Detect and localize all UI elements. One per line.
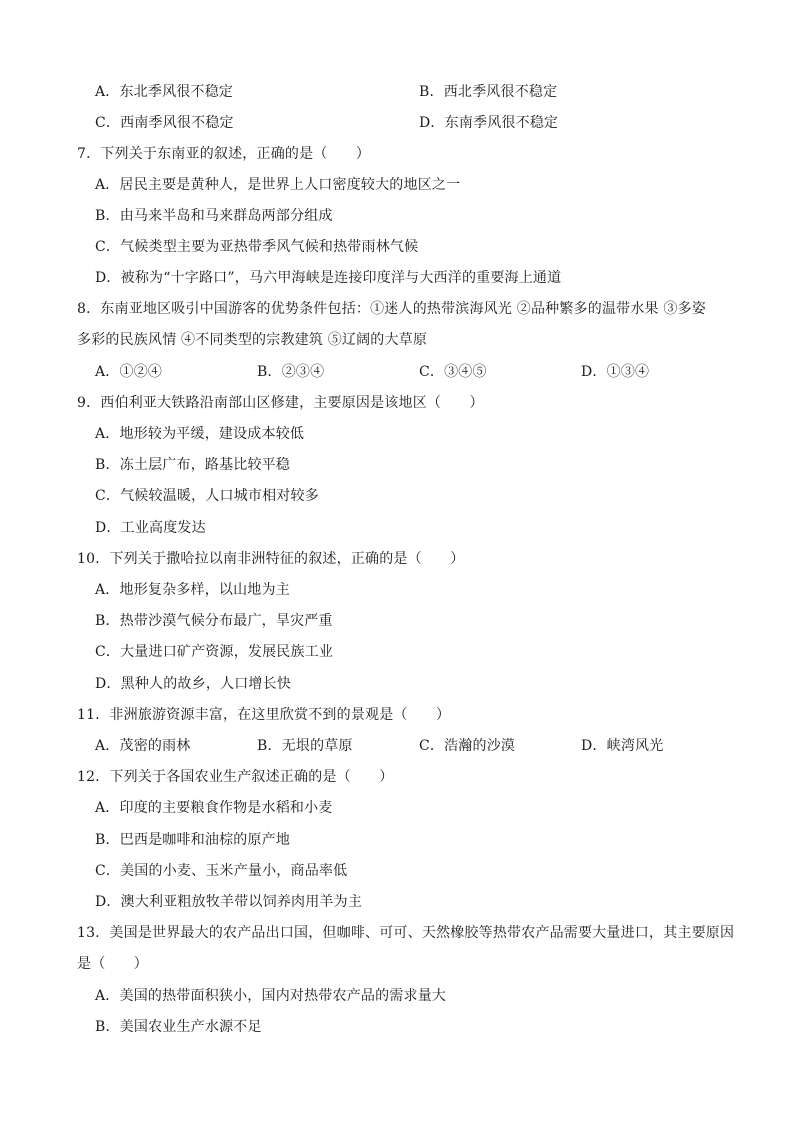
q12-option-a: A．印度的主要粮食作物是水稻和小麦 [95,800,333,816]
q9-option-d: D．工业高度发达 [95,520,206,536]
q13-stem-line1: 13．美国是世界最大的农产品出口国，但咖啡、可可、天然橡胶等热带农产品需要大量进口，其主要原因 [77,925,735,941]
q13-option-b: B．美国农业生产水源不足 [95,1019,262,1035]
q6-option-b: B．西北季风很不稳定 [419,84,558,100]
q6-option-c: C．西南季风很不稳定 [95,115,234,131]
q13-stem-line2: 是（ ） [77,956,148,972]
q9-stem: 9．西伯利亚大铁路沿南部山区修建，主要原因是该地区（ ） [77,395,484,411]
q8-option-b: B．②③④ [257,364,325,380]
q11-option-b: B．无垠的草原 [257,738,353,754]
q12-option-c: C．美国的小麦、玉米产量小，商品率低 [95,863,348,879]
q8-option-c: C．③④⑤ [419,364,487,380]
q7-option-b: B．由马来半岛和马来群岛两部分组成 [95,208,333,224]
q10-option-b: B．热带沙漠气候分布最广，旱灾严重 [95,613,333,629]
q9-option-c: C．气候较温暖，人口城市相对较多 [95,488,319,504]
q8-option-a: A．①②④ [95,364,163,380]
q10-option-a: A．地形复杂多样，以山地为主 [95,582,290,598]
q7-option-d: D．被称为“十字路口”，马六甲海峡是连接印度洋与大西洋的重要海上通道 [95,270,562,286]
q11-option-a: A．茂密的雨林 [95,738,191,754]
q6-option-d: D．东南季风很不稳定 [419,115,559,131]
q7-option-c: C．气候类型主要为亚热带季风气候和热带雨林气候 [95,239,419,255]
q8-stem-line1: 8．东南亚地区吸引中国游客的优势条件包括：①迷人的热带滨海风光 ②品种繁多的温带水果 ③多姿 [77,301,707,317]
q13-option-a: A．美国的热带面积狭小，国内对热带农产品的需求量大 [95,988,447,1004]
q10-option-c: C．大量进口矿产资源，发展民族工业 [95,644,334,660]
q8-stem-line2: 多彩的民族风情 ④不同类型的宗教建筑 ⑤辽阔的大草原 [77,332,428,348]
q12-stem: 12．下列关于各国农业生产叙述正确的是（ ） [77,769,394,785]
q9-option-b: B．冻土层广布，路基比较平稳 [95,457,291,473]
q11-option-c: C．浩瀚的沙漠 [419,738,516,754]
q12-option-d: D．澳大利亚粗放牧羊带以饲养肉用羊为主 [95,894,363,910]
q10-stem: 10．下列关于撒哈拉以南非洲特征的叙述，正确的是（ ） [77,551,465,567]
q10-option-d: D．黑种人的故乡，人口增长快 [95,676,292,692]
q12-option-b: B．巴西是咖啡和油棕的原产地 [95,832,291,848]
q9-option-a: A．地形较为平缓，建设成本较低 [95,426,305,442]
q8-option-d: D．①③④ [581,364,650,380]
q11-stem: 11．非洲旅游资源丰富，在这里欣赏不到的景观是（ ） [77,707,451,723]
q6-option-a: A．东北季风很不稳定 [95,84,234,100]
q7-stem: 7．下列关于东南亚的叙述，正确的是（ ） [77,146,371,162]
q11-option-d: D．峡湾风光 [581,738,664,754]
q7-option-a: A．居民主要是黄种人，是世界上人口密度较大的地区之一 [95,177,461,193]
